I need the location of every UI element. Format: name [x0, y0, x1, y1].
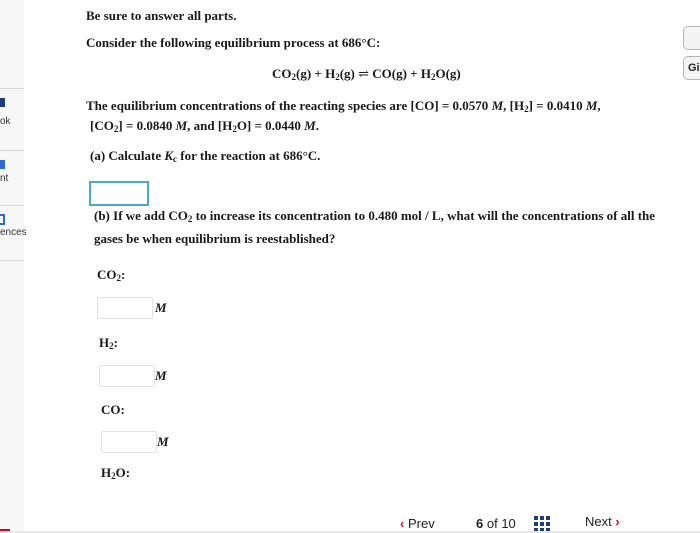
concentrations-line-2: $[CO_2] = 0.0840$ M, and $[H_2O] = 0.0440$ M.: [90, 118, 319, 134]
prev-button[interactable]: [400, 516, 435, 531]
print-icon: [0, 160, 5, 169]
h2-unit: M: [155, 368, 167, 383]
right-button-guided[interactable]: Gi: [683, 56, 700, 80]
next-button[interactable]: [585, 514, 620, 529]
species-label-h2: $H_2$:: [99, 335, 118, 351]
sidebar-item-references[interactable]: ences: [0, 227, 27, 238]
chevron-left-icon: ‹: [400, 516, 405, 531]
species-label-h2o: $H_2O$:: [101, 465, 131, 481]
left-sidebar: [0, 0, 27, 533]
prev-label: Prev: [407, 516, 435, 531]
sidebar-item-print[interactable]: nt: [0, 173, 9, 184]
references-icon: [0, 214, 5, 225]
part-b-line-2: gases be when equilibrium is reestablished?: [94, 231, 336, 246]
intro-text: Consider the following equilibrium process at 686°C:: [86, 35, 381, 50]
part-b-line-1: (b) If we add $CO_2$ to increase its concentration to 0.480 mol / L, what will the concentrations of all the: [94, 208, 656, 224]
right-button-1[interactable]: [683, 26, 700, 50]
co2-answer-input[interactable]: [97, 297, 153, 319]
co-unit: M: [157, 434, 169, 449]
species-label-co: CO:: [101, 402, 125, 417]
reaction-equation: $CO_2(g) + H_2(g)$ ⇌ $CO(g) + H_2O(g)$: [272, 66, 461, 82]
rail-divider: [0, 260, 24, 261]
question-grid-icon[interactable]: [534, 516, 550, 532]
page-indicator: 6 of 10: [476, 516, 516, 531]
rail-divider: [0, 88, 24, 89]
next-label: Next: [585, 514, 612, 529]
chevron-right-icon: ›: [615, 514, 620, 529]
co2-unit: M: [155, 300, 167, 315]
h2-answer-input[interactable]: [99, 365, 155, 387]
part-a-prompt: (a) Calculate $K_c$ for the reaction at 686°C.: [90, 148, 321, 164]
co-answer-input[interactable]: [101, 431, 157, 453]
right-sidebar: [678, 0, 700, 533]
concentrations-line-1: The equilibrium concentrations of the reacting species are [CO] = 0.0570 M, $[H_2] = 0.0410$ M,: [86, 98, 601, 114]
equilibrium-arrow: ⇌: [358, 66, 370, 81]
book-icon: [0, 98, 5, 107]
rail-divider: [0, 150, 24, 151]
rail-divider: [0, 205, 24, 206]
instruction-text: Be sure to answer all parts.: [86, 8, 237, 23]
kc-answer-input[interactable]: [89, 181, 149, 206]
sidebar-item-ebook[interactable]: ok: [0, 116, 11, 127]
species-label-co2: $CO_2$:: [97, 267, 126, 283]
